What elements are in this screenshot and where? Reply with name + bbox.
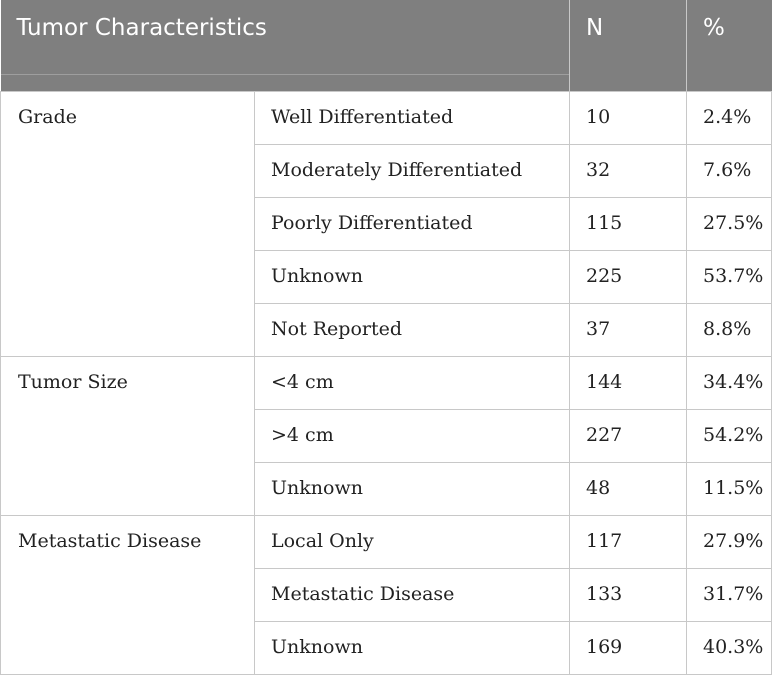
percent-cell: 53.7% bbox=[687, 250, 772, 303]
header-n: N bbox=[570, 0, 687, 91]
percent-cell: 8.8% bbox=[687, 303, 772, 356]
percent-cell: 27.9% bbox=[687, 515, 772, 568]
header-row bbox=[1, 0, 772, 91]
header-characteristics: Tumor Characteristics bbox=[1, 0, 570, 91]
subcategory-cell: Local Only bbox=[255, 515, 570, 568]
subcategory-cell: Metastatic Disease bbox=[255, 568, 570, 621]
n-cell: 133 bbox=[570, 568, 687, 621]
n-cell: 225 bbox=[570, 250, 687, 303]
subcategory-cell: Poorly Differentiated bbox=[255, 197, 570, 250]
percent-cell: 27.5% bbox=[687, 197, 772, 250]
percent-cell: 34.4% bbox=[687, 356, 772, 409]
category-grade: Grade bbox=[1, 91, 255, 356]
percent-cell: 11.5% bbox=[687, 462, 772, 515]
subcategory-cell: Well Differentiated bbox=[255, 91, 570, 144]
table-row bbox=[1, 91, 772, 144]
percent-cell: 40.3% bbox=[687, 621, 772, 674]
percent-cell: 7.6% bbox=[687, 144, 772, 197]
n-cell: 144 bbox=[570, 356, 687, 409]
n-cell: 10 bbox=[570, 91, 687, 144]
subcategory-cell: Unknown bbox=[255, 250, 570, 303]
percent-cell: 2.4% bbox=[687, 91, 772, 144]
subcategory-cell: Not Reported bbox=[255, 303, 570, 356]
subcategory-cell: Unknown bbox=[255, 621, 570, 674]
percent-cell: 31.7% bbox=[687, 568, 772, 621]
subcategory-cell: Moderately Differentiated bbox=[255, 144, 570, 197]
category-tumor-size: Tumor Size bbox=[1, 356, 255, 515]
n-cell: 48 bbox=[570, 462, 687, 515]
subcategory-cell: >4 cm bbox=[255, 409, 570, 462]
n-cell: 117 bbox=[570, 515, 687, 568]
n-cell: 227 bbox=[570, 409, 687, 462]
header-percent: % bbox=[687, 0, 772, 91]
subcategory-cell: <4 cm bbox=[255, 356, 570, 409]
n-cell: 115 bbox=[570, 197, 687, 250]
category-metastatic-disease: Metastatic Disease bbox=[1, 515, 255, 674]
n-cell: 37 bbox=[570, 303, 687, 356]
table-row bbox=[1, 515, 772, 568]
percent-cell: 54.2% bbox=[687, 409, 772, 462]
table-body bbox=[1, 91, 772, 674]
table-header bbox=[1, 0, 772, 91]
n-cell: 32 bbox=[570, 144, 687, 197]
subcategory-cell: Unknown bbox=[255, 462, 570, 515]
n-cell: 169 bbox=[570, 621, 687, 674]
table-row bbox=[1, 356, 772, 409]
